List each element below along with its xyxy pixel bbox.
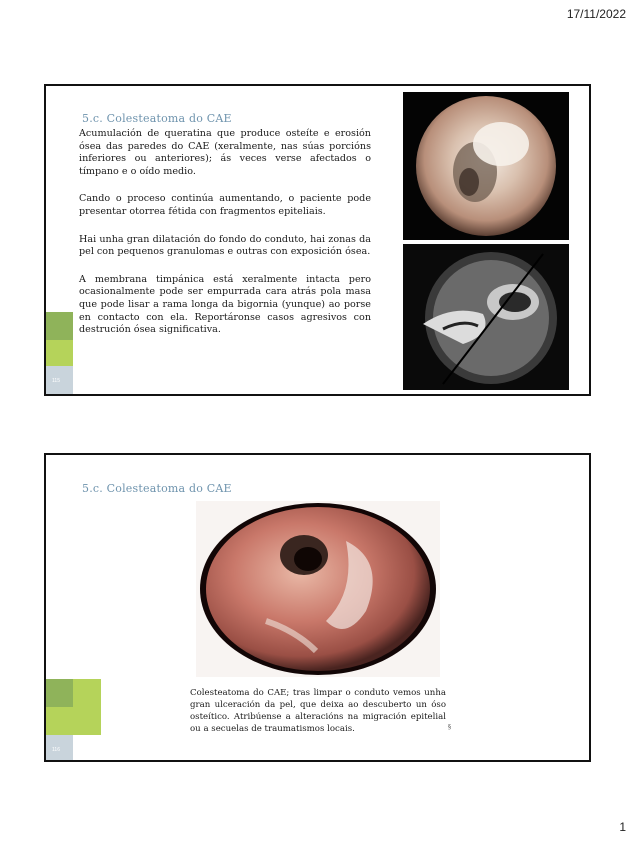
paragraph-2: Cando o proceso continúa aumentando, o paciente pode presentar otorrea fétida con fragmentos epiteliais. <box>79 193 371 217</box>
accent-block-dark <box>46 679 73 707</box>
accent-block-dark <box>46 312 73 340</box>
paragraph-4: A membrana timpánica está xeralmente intacta pero ocasionalmente pode ser empurrada cara atrás pola masa que pode lisar a rama longa da bigornia (yunque) ao porse en contacto con ela. Reportáronse casos agresivos con destrución ósea significativa. <box>79 273 371 336</box>
paragraph-3: Hai unha gran dilatación do fondo do conduto, hai zonas da pel con pequenos granulomas e outras con exposición ósea. <box>79 233 371 258</box>
ct-scan-image <box>403 244 569 390</box>
slide-2-title: 5.c. Colesteatoma do CAE <box>82 482 232 495</box>
slide-2 <box>44 453 591 762</box>
section-marker: § <box>448 724 451 731</box>
page-number: 1 <box>619 820 626 834</box>
paragraph-1: Acumulación de queratina que produce osteíte e erosión ósea das paredes do CAE (xeralmente, nas súas porcións inferiores ou anteriores); ás veces verse afectados o tímpano e o oído medio. <box>79 128 371 177</box>
slide-1-body <box>79 128 371 352</box>
page-date: 17/11/2022 <box>566 7 626 21</box>
otoscope-image <box>403 92 569 240</box>
accent-block-light <box>73 679 101 735</box>
accent-block-light-lower <box>46 707 73 735</box>
accent-block-light <box>46 340 73 366</box>
slide-1 <box>44 84 591 396</box>
slide-number: 115 <box>52 378 60 384</box>
slide-number: 116 <box>52 747 60 753</box>
slide-1-title: 5.c. Colesteatoma do CAE <box>82 112 232 125</box>
image-caption: Colesteatoma do CAE; tras limpar o conduto vemos unha gran ulceración da pel, que deixa ao descuberto un óso osteítico. Atribúense a alteracións na migración epitelial ou a secuelas de traumatismos locais. <box>190 688 446 734</box>
otoscope-image-ulceration <box>196 501 440 677</box>
